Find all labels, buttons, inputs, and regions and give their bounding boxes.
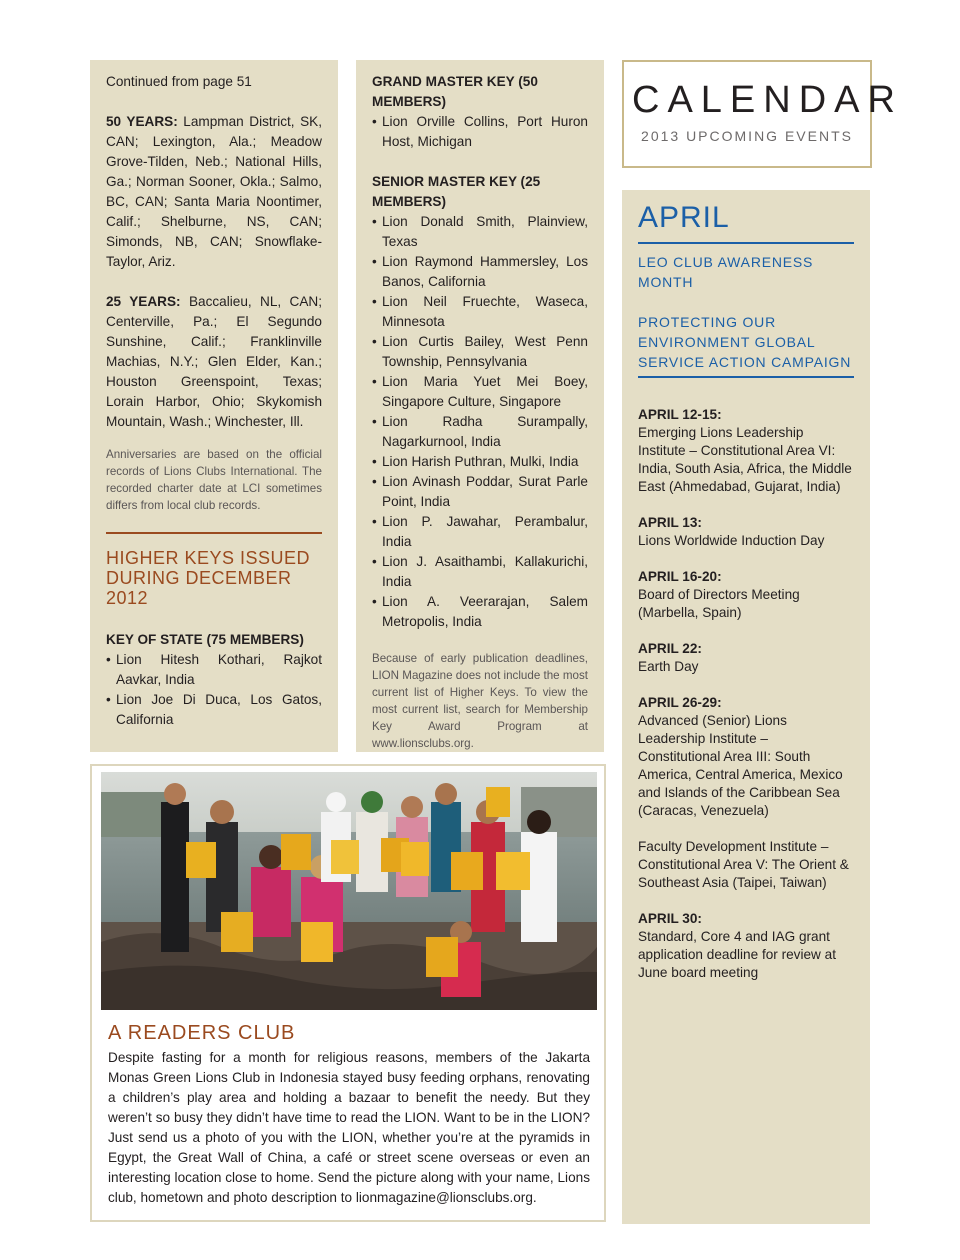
calendar-subtitle: 2013 UPCOMING EVENTS [641,128,853,144]
event-item [638,406,854,496]
key-of-state-heading: KEY OF STATE (75 MEMBERS) [106,632,304,647]
list-item: • Lion Radha Surampally, Nagarkurnool, India [372,412,588,452]
twenty-five-years-label: 25 YEARS: [106,294,181,309]
event-date: APRIL 26-29: [638,695,722,710]
master-keys-panel [356,60,604,752]
divider [638,242,854,244]
event-date: APRIL 22: [638,641,702,656]
grand-master-key-heading: GRAND MASTER KEY (50 MEMBERS) [372,74,538,109]
senior-master-key-heading: SENIOR MASTER KEY (25 MEMBERS) [372,174,541,209]
event-text: Lions Worldwide Induction Day [638,533,825,548]
event-text: Emerging Lions Leadership Institute – Constitutional Area VI: India, South Asia, Africa, the Middle East (Ahmedabad, Gujarat, India) [638,425,852,494]
senior-master-key-list [372,212,588,632]
key-of-state-list [106,650,322,730]
calendar-header [622,60,903,168]
group-photo-illustration [101,772,597,1010]
event-date: APRIL 16-20: [638,569,722,584]
higher-keys-note: Because of early publication deadlines, LION Magazine does not include the most current list of Higher Keys. To view the most current list, search for Membership Key Award Program at www.lionsclubs.org. [372,652,588,750]
event-text: Earth Day [638,659,699,674]
event-item [638,640,854,676]
environment-campaign: PROTECTING OUR ENVIRONMENT GLOBAL SERVICE ACTION CAMPAIGN [638,314,852,370]
list-item: • Lion Maria Yuet Mei Boey, Singapore Culture, Singapore [372,372,588,412]
leo-club-awareness: LEO CLUB AWARENESS MONTH [638,254,814,290]
list-item: • Lion Joe Di Duca, Los Gatos, California [106,690,322,730]
event-text: Board of Directors Meeting (Marbella, Spain) [638,587,800,620]
list-item: • Lion J. Asaithambi, Kallakurichi, India [372,552,588,592]
list-item: • Lion Curtis Bailey, West Penn Township, Pennsylvania [372,332,588,372]
group-photo [101,772,597,1010]
event-item [638,694,854,820]
anniversaries-note: Anniversaries are based on the official records of Lions Clubs International. The recorded charter date at LCI sometimes differs from local club records. [106,448,322,512]
month-heading: APRIL [638,201,730,234]
list-item: • Lion A. Veerarajan, Salem Metropolis, India [372,592,588,632]
event-text: Advanced (Senior) Lions Leadership Institute – Constitutional Area III: South America, Central America, Mexico and Islands of the Caribbean Sea (Caracas, Venezuela) [638,713,843,818]
list-item: • Lion Raymond Hammersley, Los Banos, California [372,252,588,292]
event-item [638,838,854,892]
event-date: APRIL 12-15: [638,407,722,422]
list-item: • Lion Harish Puthran, Mulki, India [372,452,588,472]
list-item: • Lion Donald Smith, Plainview, Texas [372,212,588,252]
event-item [638,568,854,622]
event-date: APRIL 13: [638,515,702,530]
event-item [638,514,854,550]
list-item: • Lion Neil Fruechte, Waseca, Minnesota [372,292,588,332]
divider [106,532,322,534]
divider [638,376,854,378]
fifty-years-label: 50 YEARS: [106,114,178,129]
list-item: • Lion Avinash Poddar, Surat Parle Point, India [372,472,588,512]
list-item: • Lion Orville Collins, Port Huron Host, Michigan [372,112,588,152]
twenty-five-years-paragraph [106,292,322,432]
continued-note: Continued from page 51 [106,74,252,89]
fifty-years-text: Lampman District, SK, CAN; Lexington, Ala.; Meadow Grove-Tilden, Neb.; National Hills, Ga.; Norman Sooner, Okla.; Salmo, BC, CAN; Santa Maria Noontimer, Calif.; Shelburne, NS, CAN; Simonds, NB, CAN; Snowflake-Taylor, Ariz. [106,114,323,269]
event-text: Standard, Core 4 and IAG grant application deadline for review at June board meeting [638,929,836,980]
calendar-title: CALENDAR [632,79,903,121]
calendar-panel [622,190,870,1224]
readers-club-box [90,764,606,1222]
list-item: • Lion Hitesh Kothari, Rajkot Aavkar, India [106,650,322,690]
fifty-years-paragraph [106,112,322,272]
twenty-five-years-text: Baccalieu, NL, CAN; Centerville, Pa.; El Segundo Sunshine, Calif.; Franklinville Machias, N.Y.; Glen Elder, Kan.; Houston Greenspoint, Texas; Lorain Harbor, Ohio; Skykomish Mountain, Wash.; Winchester, Ill. [106,294,322,429]
list-item: • Lion P. Jawahar, Perambalur, India [372,512,588,552]
readers-club-title: A READERS CLUB [108,1022,296,1044]
grand-master-key-list [372,112,588,152]
event-date: APRIL 30: [638,911,702,926]
event-item [638,910,854,982]
higher-keys-heading: HIGHER KEYS ISSUED DURING DECEMBER 2012 [106,548,311,608]
readers-club-body: Despite fasting for a month for religious reasons, members of the Jakarta Monas Green Lions Club in Indonesia stayed busy feeding orphans, renovating a children’s play area and holding a bazaar to benefit the needy. But they weren’t so busy they didn’t have time to read the LION. Want to be in the LION? Just send us a photo of you with the LION, whether you’re at the pyramids in Egypt, the Great Wall of China, a café or street scene overseas or even an interesting location close to home. Send the picture along with your name, Lions club, hometown and photo description to lionmagazine@lionsclubs.org. [108,1050,590,1205]
event-text: Faculty Development Institute – Constitutional Area V: The Orient & Southeast Asia (Taipei, Taiwan) [638,839,849,890]
anniversaries-panel [90,60,338,752]
